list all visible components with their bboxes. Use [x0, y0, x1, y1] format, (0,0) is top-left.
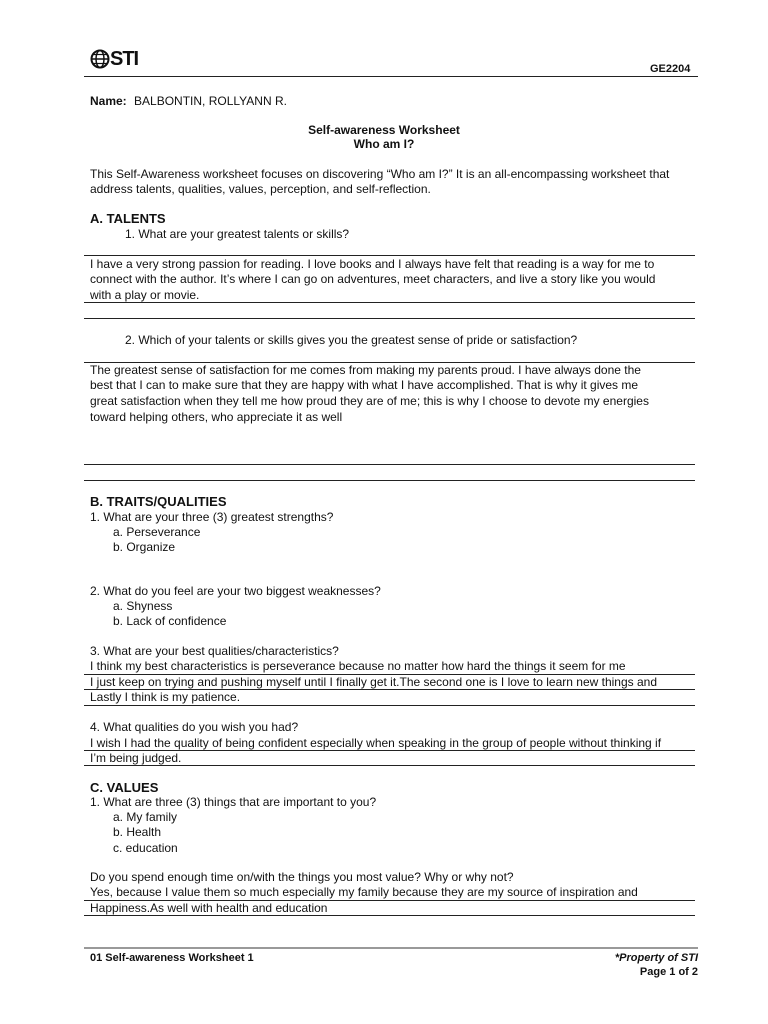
section-c-q1-item-b: b. Health	[113, 825, 162, 839]
section-b-q2-item-a: a. Shyness	[113, 599, 173, 613]
section-c-question-2: Do you spend enough time on/with the things you most value? Why or why not?	[90, 870, 514, 884]
section-c-answer-2-line-1: Yes, because I value them so much especially my family because they are my source of inspiration and	[90, 885, 638, 899]
section-a-answer-2-line-2: best that I can to make sure that they are happy with what I have accomplished. That is why it gives me	[90, 378, 639, 392]
globe-icon	[90, 49, 110, 69]
answer-rule	[84, 302, 695, 303]
section-a-answer-1-line-2: connect with the author. It’s where I can go on adventures, meet characters, and live a story like you would	[90, 272, 656, 286]
answer-rule	[84, 464, 695, 465]
section-b-answer-4-line-2: I’m being judged.	[90, 751, 182, 765]
section-a-heading: A. TALENTS	[90, 211, 166, 226]
section-c-answer-2-line-2: Happiness.As well with health and education	[90, 901, 328, 915]
section-b-question-2: 2. What do you feel are your two biggest weaknesses?	[90, 584, 381, 598]
section-b-question-3: 3. What are your best qualities/characteristics?	[90, 644, 339, 658]
section-b-answer-3-line-2: I just keep on trying and pushing myself until I finally get it.The second one is I love to learn new things and	[90, 675, 657, 689]
worksheet-subtitle: Who am I?	[353, 137, 415, 151]
answer-rule	[84, 255, 695, 256]
answer-rule	[84, 318, 695, 319]
section-a-answer-2-line-3: great satisfaction when they tell me how proud they are of me; this is why I choose to devote my energies	[90, 394, 649, 408]
section-c-question-1: 1. What are three (3) things that are important to you?	[90, 795, 377, 809]
section-b-q2-item-b: b. Lack of confidence	[113, 614, 227, 628]
intro-line-2: address talents, qualities, values, perception, and self-reflection.	[90, 182, 431, 196]
section-b-question-4: 4. What qualities do you wish you had?	[90, 720, 299, 734]
answer-rule	[84, 705, 695, 706]
section-b-answer-3-line-3: Lastly I think is my patience.	[90, 690, 241, 704]
section-b-q1-item-b: b. Organize	[113, 540, 176, 554]
section-b-answer-3-line-1: I think my best characteristics is perseverance because no matter how hard the things it seem for me	[90, 659, 626, 673]
section-c-q1-item-c: c. education	[113, 841, 178, 855]
name-value: BALBONTIN, ROLLYANN R.	[134, 94, 287, 108]
answer-rule	[84, 765, 695, 766]
intro-line-1: This Self-Awareness worksheet focuses on discovering “Who am I?” It is an all-encompassing worksheet that	[90, 167, 670, 181]
sti-logo	[90, 46, 140, 72]
name-line	[90, 94, 287, 109]
section-a-answer-2-line-1: The greatest sense of satisfaction for me comes from making my parents proud. I have always done the	[90, 363, 641, 377]
section-b-q1-item-a: a. Perseverance	[113, 525, 201, 539]
logo-text: STI	[110, 48, 139, 70]
header-rule	[84, 76, 698, 77]
section-a-answer-2-line-4: toward helping others, who appreciate it as well	[90, 410, 343, 424]
footer-doc-name: 01 Self-awareness Worksheet 1	[90, 952, 254, 964]
name-label: Name:	[90, 94, 127, 108]
section-b-heading: B. TRAITS/QUALITIES	[90, 494, 227, 509]
section-b-question-1: 1. What are your three (3) greatest strengths?	[90, 510, 334, 524]
section-b-answer-4-line-1: I wish I had the quality of being confident especially when speaking in the group of people without thinking if	[90, 736, 662, 750]
worksheet-title: Self-awareness Worksheet	[308, 123, 460, 137]
footer-page-number: Page 1 of 2	[639, 966, 698, 978]
section-a-question-1: 1. What are your greatest talents or skills?	[125, 227, 350, 241]
section-a-answer-1-line-1: I have a very strong passion for reading. I love books and I always have felt that reading is a way for me to	[90, 257, 655, 271]
section-c-q1-item-a: a. My family	[113, 810, 178, 824]
section-a-answer-1-line-3: with a play or movie.	[90, 288, 200, 302]
section-a-question-2: 2. Which of your talents or skills gives you the greatest sense of pride or satisfaction?	[125, 333, 578, 347]
footer-property: *Property of STI	[614, 952, 698, 964]
answer-rule	[84, 915, 695, 916]
footer-rule	[84, 947, 698, 949]
section-c-heading: C. VALUES	[90, 780, 159, 795]
course-code: GE2204	[650, 63, 691, 75]
answer-rule	[84, 480, 695, 481]
